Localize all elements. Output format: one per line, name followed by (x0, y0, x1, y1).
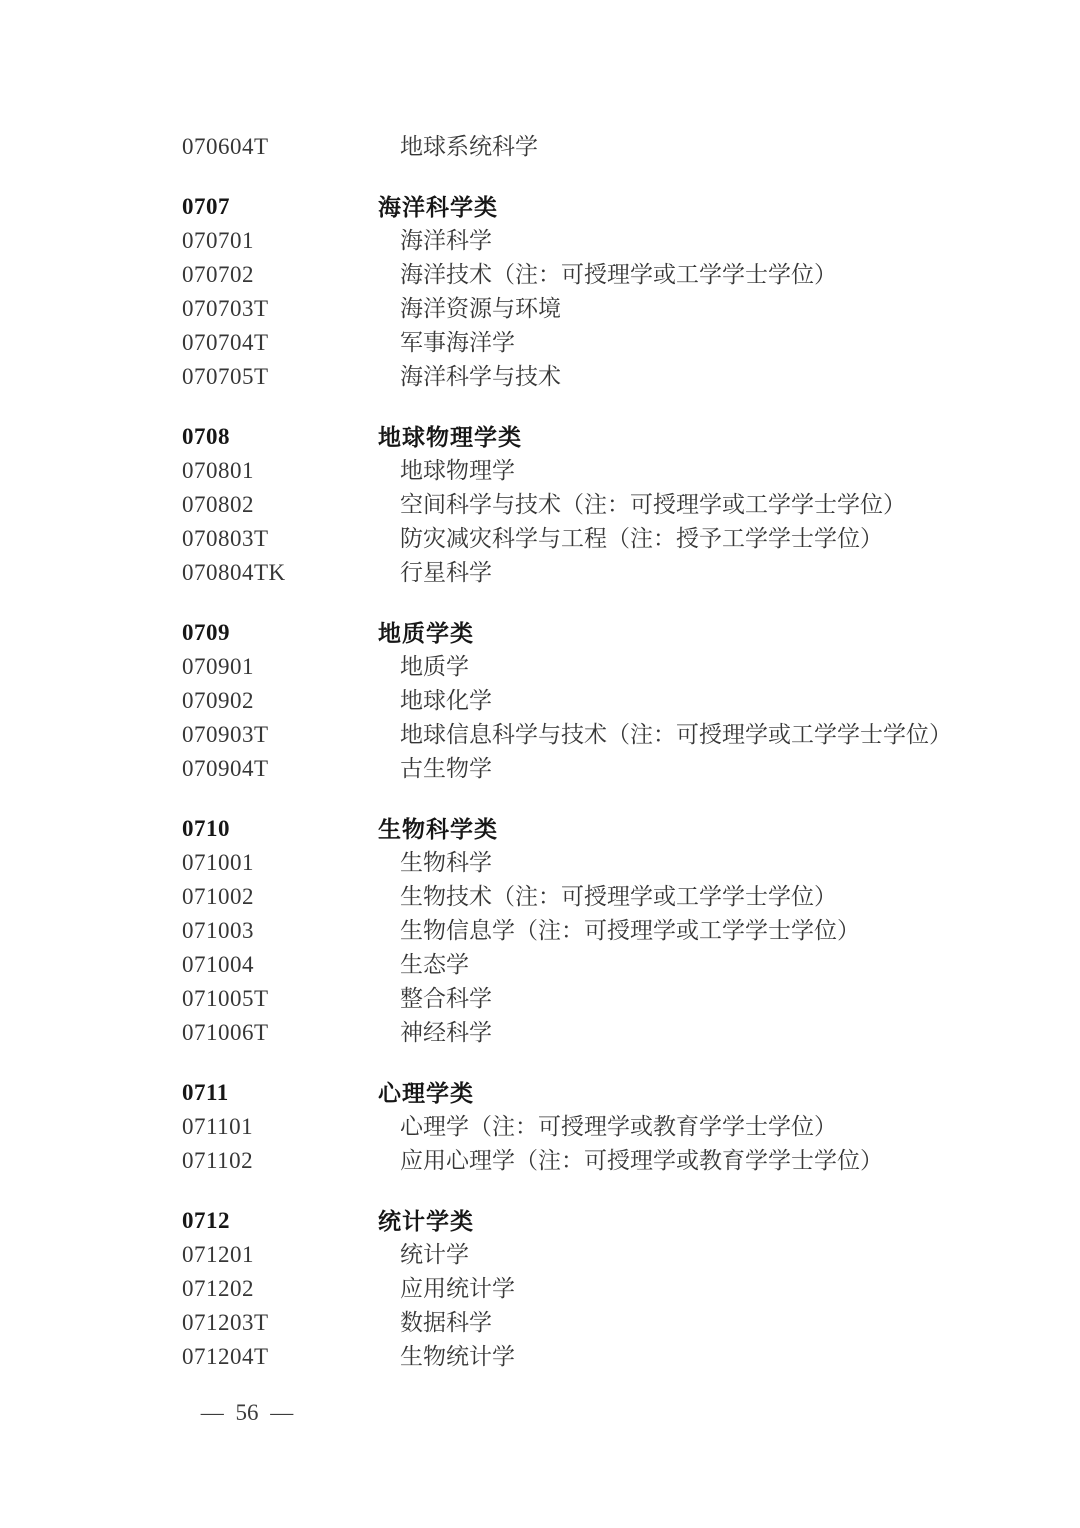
major-code: 071201 (182, 1242, 254, 1267)
major-code: 070703T (182, 296, 269, 321)
category-header-row (182, 812, 1040, 846)
major-row (182, 1306, 1040, 1340)
major-row (182, 1110, 1040, 1144)
major-code: 071004 (182, 952, 254, 977)
major-name: 整合科学 (400, 986, 492, 1011)
major-row (182, 880, 1040, 914)
major-code: 070903T (182, 722, 269, 747)
major-row (182, 360, 1040, 394)
major-code: 070705T (182, 364, 269, 389)
category-header-row (182, 1204, 1040, 1238)
major-row (182, 258, 1040, 292)
major-code: 070801 (182, 458, 254, 483)
major-name: 军事海洋学 (400, 330, 515, 355)
major-name: 心理学（注：可授理学或教育学学士学位） (400, 1114, 837, 1139)
major-code: 071002 (182, 884, 254, 909)
major-code: 070904T (182, 756, 269, 781)
category-code: 0707 (182, 194, 230, 219)
major-name: 行星科学 (400, 560, 492, 585)
major-row (182, 914, 1040, 948)
major-category-section (182, 190, 1040, 394)
major-code: 070604T (182, 134, 269, 159)
major-category-section (182, 812, 1040, 1050)
major-name: 生态学 (400, 952, 469, 977)
major-name: 生物科学 (400, 850, 492, 875)
major-name: 统计学 (400, 1242, 469, 1267)
major-name: 防灾减灾科学与工程（注：授予工学学士学位） (400, 526, 883, 551)
category-code: 0710 (182, 816, 230, 841)
major-code: 071203T (182, 1310, 269, 1335)
major-category-section (182, 616, 1040, 786)
major-code: 071204T (182, 1344, 269, 1369)
major-code: 071202 (182, 1276, 254, 1301)
major-name: 生物信息学（注：可授理学或工学学士学位） (400, 918, 860, 943)
major-category-section (182, 1204, 1040, 1374)
category-name: 统计学类 (378, 1208, 474, 1234)
major-row (182, 454, 1040, 488)
major-row (182, 982, 1040, 1016)
major-code: 071003 (182, 918, 254, 943)
major-row (182, 292, 1040, 326)
major-code: 070902 (182, 688, 254, 713)
major-name: 神经科学 (400, 1020, 492, 1045)
category-name: 生物科学类 (378, 816, 498, 842)
category-header-row (182, 190, 1040, 224)
major-row (182, 846, 1040, 880)
major-name: 地质学 (400, 654, 469, 679)
major-code: 070901 (182, 654, 254, 679)
major-row (182, 326, 1040, 360)
major-code: 070704T (182, 330, 269, 355)
major-name: 地球化学 (400, 688, 492, 713)
major-name: 数据科学 (400, 1310, 492, 1335)
major-catalog-list (182, 130, 1040, 1374)
major-name: 地球物理学 (400, 458, 515, 483)
major-row (182, 948, 1040, 982)
major-row (182, 1272, 1040, 1306)
category-code: 0712 (182, 1208, 230, 1233)
major-code: 070802 (182, 492, 254, 517)
category-code: 0711 (182, 1080, 229, 1105)
major-code: 070702 (182, 262, 254, 287)
major-code: 071001 (182, 850, 254, 875)
major-name: 海洋资源与环境 (400, 296, 561, 321)
major-name: 应用统计学 (400, 1276, 515, 1301)
major-category-section (182, 420, 1040, 590)
major-name: 地球系统科学 (400, 134, 538, 159)
major-name: 海洋技术（注：可授理学或工学学士学位） (400, 262, 837, 287)
major-category-section (182, 1076, 1040, 1178)
major-row (182, 752, 1040, 786)
major-code: 071005T (182, 986, 269, 1011)
major-row (182, 650, 1040, 684)
major-name: 应用心理学（注：可授理学或教育学学士学位） (400, 1148, 883, 1173)
major-name: 海洋科学 (400, 228, 492, 253)
major-row (182, 1238, 1040, 1272)
major-code: 071101 (182, 1114, 254, 1139)
major-name: 空间科学与技术（注：可授理学或工学学士学位） (400, 492, 906, 517)
major-name: 海洋科学与技术 (400, 364, 561, 389)
major-code: 070804TK (182, 560, 286, 585)
major-row (182, 1340, 1040, 1374)
page-number: — 56 — (200, 1400, 294, 1425)
category-header-row (182, 616, 1040, 650)
category-name: 海洋科学类 (378, 194, 498, 220)
major-name: 生物技术（注：可授理学或工学学士学位） (400, 884, 837, 909)
major-row (182, 1144, 1040, 1178)
major-row (182, 488, 1040, 522)
category-code: 0708 (182, 424, 230, 449)
category-name: 地球物理学类 (378, 424, 522, 450)
major-code: 071006T (182, 1020, 269, 1045)
major-code: 070803T (182, 526, 269, 551)
major-row (182, 130, 1040, 164)
major-row (182, 522, 1040, 556)
major-code: 070701 (182, 228, 254, 253)
major-row (182, 684, 1040, 718)
category-header-row (182, 1076, 1040, 1110)
category-name: 心理学类 (378, 1080, 474, 1106)
category-name: 地质学类 (378, 620, 474, 646)
major-name: 古生物学 (400, 756, 492, 781)
category-header-row (182, 420, 1040, 454)
major-name: 生物统计学 (400, 1344, 515, 1369)
major-row (182, 556, 1040, 590)
major-row (182, 1016, 1040, 1050)
major-row (182, 718, 1040, 752)
major-row (182, 224, 1040, 258)
major-code: 071102 (182, 1148, 254, 1173)
category-code: 0709 (182, 620, 230, 645)
major-category-section (182, 130, 1040, 164)
major-name: 地球信息科学与技术（注：可授理学或工学学士学位） (400, 722, 952, 747)
